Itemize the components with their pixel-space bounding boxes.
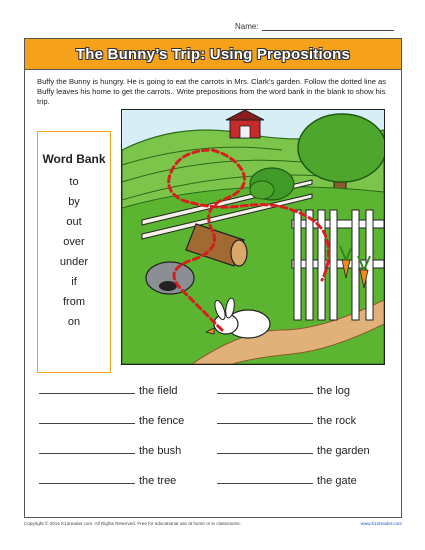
copyright-text: Copyright © 2014 K12reader.com. All Rights Reserved. Free for educational use at home or in classrooms.: [24, 521, 241, 526]
answer-text: the gate: [317, 475, 357, 487]
answer-blank[interactable]: [217, 473, 313, 484]
answer-text: the rock: [317, 415, 357, 427]
answer-blank[interactable]: [217, 413, 313, 424]
answer-section: [39, 383, 399, 503]
word-bank-word: over: [63, 236, 85, 248]
word-bank-word: under: [59, 256, 89, 268]
answer-item: [217, 383, 350, 397]
word-bank: [37, 131, 111, 373]
instructions: Buffy the Bunny is hungry. He is going to eat the carrots in Mrs. Clark’s garden. Follow the dotted line as Buffy leaves his home to get the carrots.. Write prepositions from the word bank in the blank to show his trip.: [37, 77, 387, 106]
answer-text: the field: [139, 385, 178, 397]
name-line: [235, 22, 394, 31]
answer-text: the tree: [139, 475, 177, 487]
answer-item: [217, 473, 357, 487]
rock-icon: [146, 262, 194, 294]
answer-text: the fence: [139, 415, 185, 427]
word-bank-title: Word Bank: [42, 152, 106, 166]
answer-item: [39, 473, 176, 487]
answer-blank[interactable]: [39, 413, 135, 424]
name-blank[interactable]: [262, 22, 394, 31]
site-link[interactable]: www.k12reader.com: [360, 521, 402, 526]
answer-item: [39, 383, 178, 397]
footer: [24, 521, 402, 526]
answer-item: [217, 413, 356, 427]
answer-blank[interactable]: [39, 383, 135, 394]
worksheet: [24, 38, 402, 518]
answer-text: the bush: [139, 445, 182, 457]
answer-row: [39, 473, 399, 503]
answer-blank[interactable]: [217, 443, 313, 454]
worksheet-title: The Bunny’s Trip: Using Prepositions: [75, 45, 351, 63]
answer-blank[interactable]: [217, 383, 313, 394]
word-bank-word: from: [63, 296, 85, 308]
title-bar: [25, 39, 401, 70]
word-bank-word: if: [71, 276, 77, 288]
name-label: Name:: [235, 22, 259, 31]
answer-blank[interactable]: [39, 473, 135, 484]
answer-row: [39, 443, 399, 473]
answer-text: the garden: [317, 445, 370, 457]
answer-item: [217, 443, 370, 457]
word-bank-word: to: [69, 176, 79, 188]
answer-blank[interactable]: [39, 443, 135, 454]
answer-row: [39, 383, 399, 413]
word-bank-list: [38, 172, 110, 332]
answer-row: [39, 413, 399, 443]
bush-icon: [250, 168, 294, 200]
word-bank-word: on: [67, 316, 81, 328]
answer-item: [39, 413, 184, 427]
answer-text: the log: [317, 385, 351, 397]
word-bank-word: out: [66, 216, 82, 228]
word-bank-word: by: [68, 196, 80, 208]
bunny-scene-illustration: [121, 109, 385, 365]
answer-item: [39, 443, 181, 457]
